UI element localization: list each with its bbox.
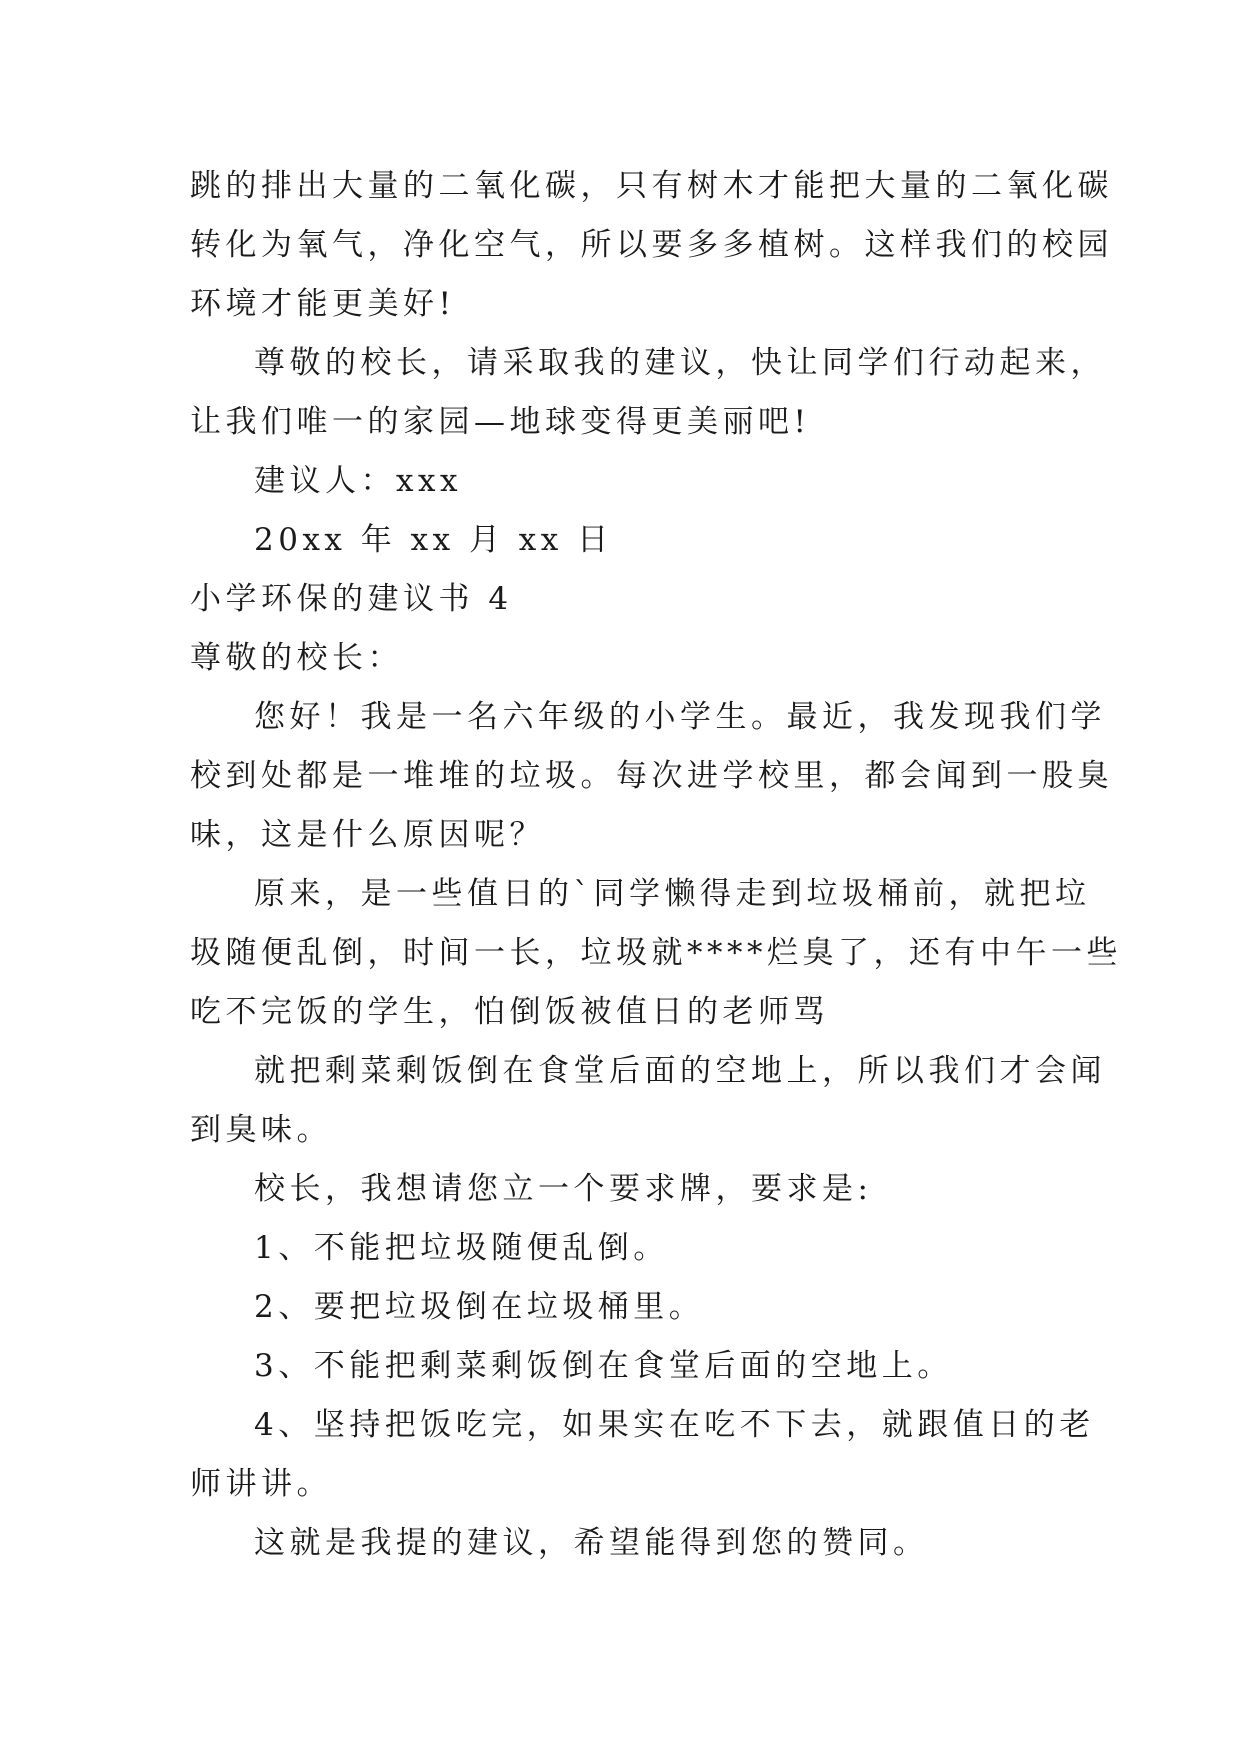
text-line: 就把剩菜剩饭倒在食堂后面的空地上，所以我们才会闻 [254,1053,1106,1089]
text-line: 圾随便乱倒，时间一长，垃圾就****烂臭了，还有中午一些 [190,935,1122,971]
section-title: 小学环保的建议书 4 [190,581,513,617]
salutation: 尊敬的校长： [190,640,403,676]
text-line: 校到处都是一堆堆的垃圾。每次进学校里，都会闻到一股臭 [190,758,1113,794]
list-item: 3、不能把剩菜剩饭倒在食堂后面的空地上。 [254,1348,953,1384]
list-item: 2、要把垃圾倒在垃圾桶里。 [254,1289,705,1325]
date-line: 20xx 年 xx 月 xx 日 [254,522,613,558]
list-item: 4、坚持把饭吃完，如果实在吃不下去，就跟值日的老 [254,1407,1095,1443]
text-line: 让我们唯一的家园—地球变得更美丽吧! [190,404,811,440]
text-line: 这就是我提的建议，希望能得到您的赞同。 [254,1525,929,1561]
text-line: 您好！我是一名六年级的小学生。最近，我发现我们学 [254,699,1106,735]
text-line: 味，这是什么原因呢？ [190,817,545,853]
text-line: 原来，是一些值日的`同学懒得走到垃圾桶前，就把垃 [254,876,1091,912]
text-line: 转化为氧气，净化空气，所以要多多植树。这样我们的校园 [190,227,1113,263]
text-line: 师讲讲。 [190,1466,332,1502]
text-line: 到臭味。 [190,1112,332,1148]
text-line: 跳的排出大量的二氧化碳，只有树木才能把大量的二氧化碳 [190,168,1113,204]
text-line: 环境才能更美好! [190,286,456,322]
list-item: 1、不能把垃圾随便乱倒。 [254,1230,669,1266]
text-line: 吃不完饭的学生，怕倒饭被值日的老师骂 [190,994,829,1030]
signer-line: 建议人：xxx [254,463,462,499]
text-line: 校长，我想请您立一个要求牌，要求是: [254,1171,873,1207]
text-line: 尊敬的校长，请采取我的建议，快让同学们行动起来， [254,345,1106,381]
